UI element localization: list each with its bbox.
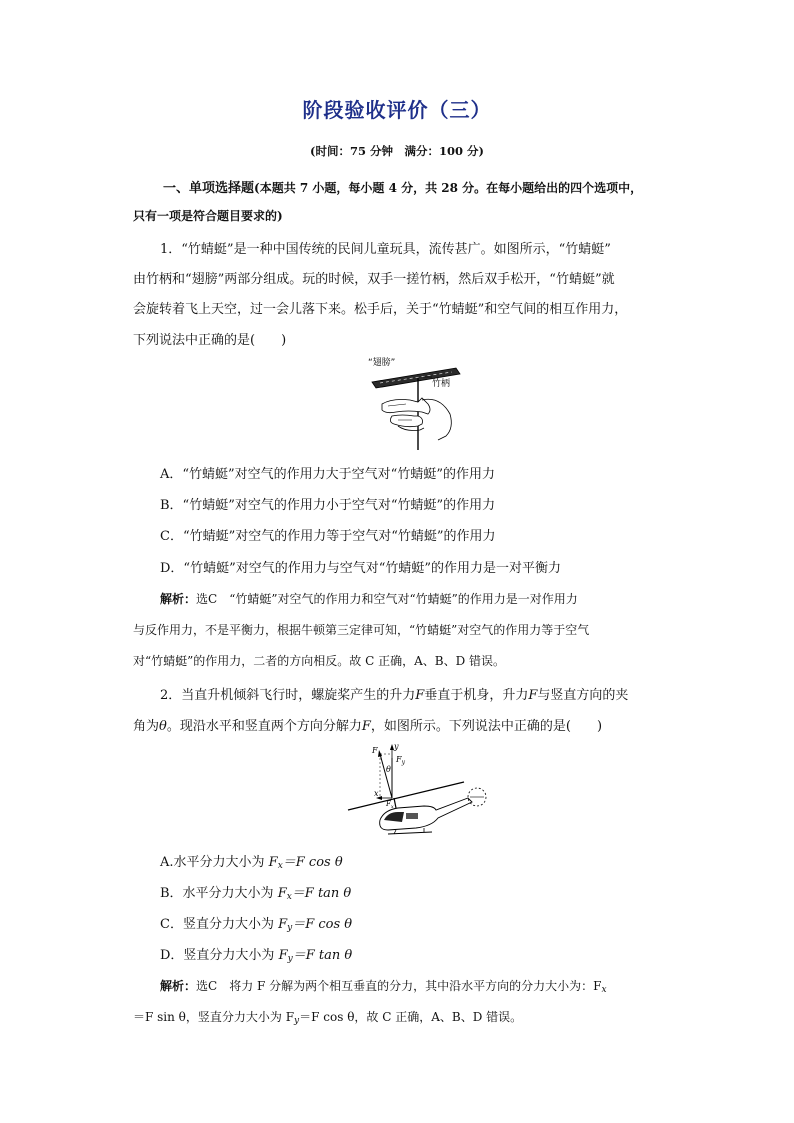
handle-label: 竹柄 <box>432 379 451 389</box>
q2-text: 角为 <box>133 719 160 734</box>
q1-text-line: 由竹柄和“翅膀”两部分组成。玩的时候，双手一搓竹柄，然后双手松开，“竹蜻蜓”就 <box>133 272 615 287</box>
q1-option-b: B．“竹蜻蜓”对空气的作用力小于空气对“竹蜻蜓”的作用力 <box>160 498 496 513</box>
q2-subscript: y <box>287 923 293 933</box>
q2-option-a <box>160 851 343 871</box>
q1-option-c: C．“竹蜻蜓”对空气的作用力等于空气对“竹蜻蜓”的作用力 <box>160 529 496 544</box>
q1-analysis-line: 与反作用力，不是平衡力，根据牛顿第三定律可知，“竹蜻蜓”对空气的作用力等于空气 <box>133 623 590 637</box>
section-description-cont: 只有一项是符合题目要求的) <box>133 209 283 223</box>
q2-analysis-text: ＝F sin θ，竖直分力大小为 F <box>133 1010 295 1024</box>
q2-option-c <box>160 913 352 933</box>
y-axis-label: y <box>394 742 399 751</box>
q2-formula: ＝F tan θ <box>292 948 353 963</box>
q2-subscript: x <box>277 861 283 871</box>
helicopter-force-figure <box>344 740 494 840</box>
section-heading: 一、单项选择题 <box>163 181 255 196</box>
q1-text-line: 下列说法中正确的是( ) <box>133 333 287 348</box>
q2-var: F <box>278 948 288 963</box>
q1-analysis-line: 对“竹蜻蜓”的作用力，二者的方向相反。故 C 正确，A、B、D 错误。 <box>133 654 506 668</box>
q1-analysis-text: 选C “竹蜻蜓”对空气的作用力和空气对“竹蜻蜓”的作用力是一对作用力 <box>196 592 578 606</box>
q1-text-line: 1．“竹蜻蜓”是一种中国传统的民间儿童玩具，流传甚广。如图所示，“竹蜻蜓” <box>160 242 611 257</box>
q2-analysis-text: 选C 将力 F 分解为两个相互垂直的分力，其中沿水平方向的分力大小为：F <box>196 979 602 993</box>
q2-analysis-subscript: y <box>294 1016 300 1026</box>
q2-var: F <box>277 886 287 901</box>
q2-var: F <box>268 855 278 870</box>
bamboo-dragonfly-figure <box>362 352 466 452</box>
q2-option-text: A.水平分力大小为 <box>160 855 269 870</box>
q2-text: 2．当直升机倾斜飞行时，螺旋桨产生的升力 <box>160 688 416 703</box>
q2-analysis-text: ＝F cos θ，故 C 正确，A、B、D 错误。 <box>299 1010 523 1024</box>
force-F-label: F <box>372 746 378 755</box>
q1-analysis-label: 解析： <box>160 592 197 606</box>
q2-var: F <box>415 688 425 703</box>
q2-analysis-line <box>160 977 607 995</box>
q2-option-d <box>160 944 352 964</box>
q2-analysis-label: 解析： <box>160 979 197 993</box>
wings-label: “翅膀” <box>368 358 396 368</box>
q1-text-line: 会旋转着飞上天空，过一会儿落下来。松手后，关于“竹蜻蜓”和空气间的相互作用力， <box>133 302 628 317</box>
q1-option-a: A．“竹蜻蜓”对空气的作用力大于空气对“竹蜻蜓”的作用力 <box>160 467 495 482</box>
x-axis-label: x <box>374 789 379 798</box>
q2-subscript: x <box>286 892 292 902</box>
q2-analysis-subscript: x <box>601 985 607 995</box>
q1-option-d: D．“竹蜻蜓”对空气的作用力与空气对“竹蜻蜓”的作用力是一对平衡力 <box>160 561 562 576</box>
q2-subscript: y <box>287 954 293 964</box>
q2-option-text: B．水平分力大小为 <box>160 886 278 901</box>
theta-label: θ <box>386 765 391 774</box>
q1-analysis-line <box>160 590 578 607</box>
q2-text-line <box>133 715 602 734</box>
force-Fx-label: $F_x$ <box>386 800 394 810</box>
q2-var: θ <box>159 719 167 734</box>
q2-var: F <box>278 917 288 932</box>
q2-formula: ＝F cos θ <box>292 917 353 932</box>
q2-analysis-line <box>133 1008 522 1026</box>
q2-var: F <box>361 719 371 734</box>
q2-var: F <box>528 688 538 703</box>
exam-meta: (时间：75 分钟 满分：100 分) <box>310 144 484 158</box>
q2-text: 。现沿水平和竖直两个方向分解力 <box>166 719 362 734</box>
section-description: (本题共 7 小题，每小题 4 分，共 28 分。在每小题给出的四个选项中， <box>254 181 643 195</box>
force-Fy-label: $F_y$ <box>396 755 405 766</box>
q2-formula: ＝F tan θ <box>291 886 352 901</box>
q2-text: 与竖直方向的夹 <box>537 688 629 703</box>
page-title: 阶段验收评价（三） <box>302 98 492 122</box>
q2-option-b <box>160 882 351 902</box>
section-heading-line <box>163 177 642 196</box>
q2-option-text: C．竖直分力大小为 <box>160 917 279 932</box>
q2-text: ，如图所示。下列说法中正确的是( ) <box>370 719 603 734</box>
q2-option-text: D．竖直分力大小为 <box>160 948 279 963</box>
q2-formula: ＝F cos θ <box>282 855 343 870</box>
q2-text: 垂直于机身，升力 <box>424 688 529 703</box>
q2-text-line <box>160 684 628 703</box>
